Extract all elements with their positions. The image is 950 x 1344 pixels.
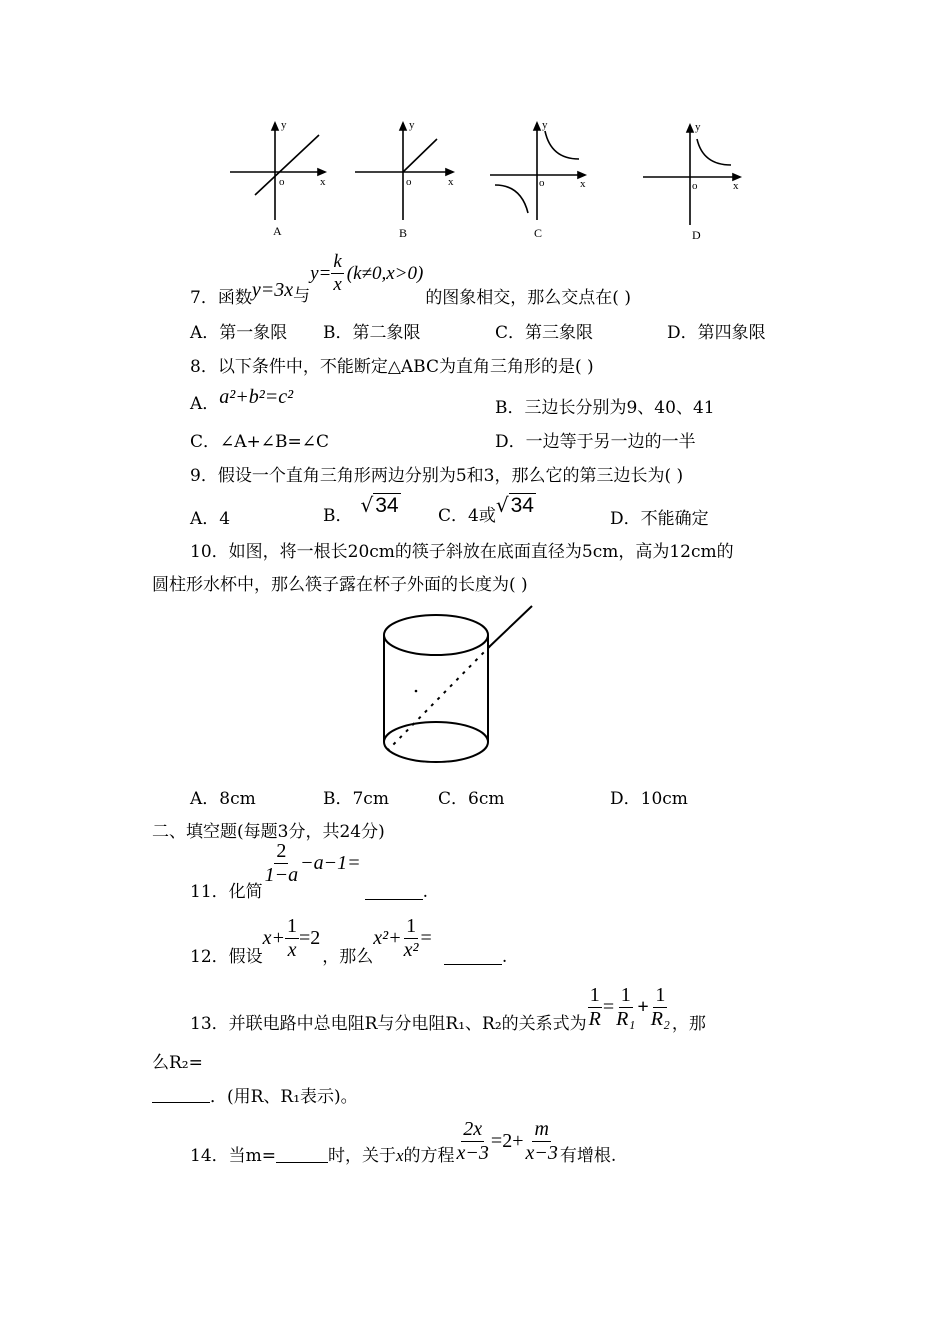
q12-condition <box>263 915 321 962</box>
q7-option-a: A．第一象限 <box>190 323 288 343</box>
q14-left-num: 2x <box>463 1118 483 1140</box>
q9-option-d: D．不能确定 <box>610 509 709 529</box>
q9-option-b-radicand: 34 <box>375 494 399 517</box>
q14-answer-blank[interactable] <box>276 1162 328 1163</box>
q7-number: 7． <box>190 288 218 308</box>
q9-option-c-radicand: 34 <box>510 494 534 517</box>
q10-option-a: A．8cm <box>190 789 256 809</box>
q7-option-c: C．第三象限 <box>495 323 594 343</box>
graph-a <box>230 123 325 220</box>
q14-label: 14．当m= <box>190 1146 276 1166</box>
graph-d-origin: o <box>692 180 698 192</box>
graph-d-y-label: y <box>695 121 701 133</box>
q12 <box>190 913 507 971</box>
q12-label: 12．假设 <box>190 947 263 967</box>
q13-num-1: 1 <box>589 984 600 1006</box>
q12-then: ，那么 <box>322 947 374 967</box>
graph-label-c: C <box>534 226 543 240</box>
graph-c-y-label: y <box>542 119 548 131</box>
q7-f2-lhs: y= <box>310 262 332 284</box>
q14-var: x <box>396 1146 404 1165</box>
q7-f2-den: x <box>333 274 342 296</box>
graph-a-origin: o <box>279 176 285 188</box>
q7-stem <box>190 251 631 308</box>
q14-right-num: m <box>534 1118 549 1140</box>
q10-option-b: B．7cm <box>323 789 389 809</box>
q13-stem: 13．并联电路中总电阻R与分电阻R₁、R₂的关系式为 <box>190 1014 587 1034</box>
chopstick-inside <box>388 646 490 750</box>
q12-cond-num: 1 <box>287 915 298 937</box>
q7-function-2 <box>310 251 423 296</box>
q7-prefix: 函数 <box>217 288 252 308</box>
graph-label-d: D <box>692 228 701 242</box>
q9-option-b-label: B． <box>323 506 353 526</box>
q13-line3 <box>152 1082 358 1107</box>
q11-rest: −a−1= <box>300 852 361 874</box>
graph-label-a: A <box>273 224 282 238</box>
cylinder-bottom-rim <box>384 722 488 762</box>
q12-end: . <box>501 947 508 967</box>
q7-option-b: B．第二象限 <box>323 323 421 343</box>
cylinder-top-rim <box>384 615 488 655</box>
q10-stem-line2: 圆柱形水杯中，那么筷子露在杯子外面的长度为( ) <box>152 575 528 595</box>
q13-eq: = <box>602 996 615 1018</box>
q12-expression <box>373 915 432 962</box>
q7-f2-condition: (k≠0,x>0) <box>346 262 424 284</box>
q9-option-c <box>438 494 536 526</box>
graph-b-x-label: x <box>448 176 454 188</box>
q13-num-3: 1 <box>655 984 666 1006</box>
section-2-title: 二、填空题(每题3分，共24分) <box>152 822 385 842</box>
q9-option-a: A．4 <box>190 509 231 529</box>
q8-option-b: B．三边长分别为9、40、41 <box>495 398 715 418</box>
q8-stem: 8．以下条件中，不能断定△ABC为直角三角形的是( ) <box>190 357 594 377</box>
q13-answer-blank[interactable] <box>152 1102 210 1103</box>
chopstick-outside <box>488 606 532 648</box>
q9-option-b <box>323 494 401 526</box>
q13-line1 <box>190 978 706 1038</box>
q9-stem: 9．假设一个直角三角形两边分别为5和3，那么它的第三边长为( ) <box>190 466 684 486</box>
graph-c-origin: o <box>539 177 545 189</box>
cylinder-chopstick-figure <box>378 602 534 770</box>
q11 <box>190 840 429 904</box>
function-graphs-figure <box>225 115 765 245</box>
q13-formula <box>587 984 672 1031</box>
graph-a-x-label: x <box>320 176 326 188</box>
q11-numerator: 2 <box>276 840 287 862</box>
q13-line2: 么R₂= <box>152 1053 203 1073</box>
graph-label-b: B <box>399 226 408 240</box>
graph-b-origin: o <box>406 176 412 188</box>
q12-expr-lhs: x²+ <box>373 927 402 949</box>
q11-expression <box>263 840 361 887</box>
q8-option-d: D．一边等于另一边的一半 <box>495 432 696 452</box>
q10-stem-line1: 10．如图，将一根长20cm的筷子斜放在底面直径为5cm，高为12cm的 <box>190 542 734 562</box>
q10-option-c: C．6cm <box>438 789 505 809</box>
q13-tail: ，那 <box>671 1014 706 1034</box>
q13-plus: + <box>637 996 649 1018</box>
q14-right-den: x−3 <box>525 1142 558 1164</box>
q7-suffix: 的图象相交，那么交点在( ) <box>425 288 631 308</box>
q12-expr-rhs: = <box>420 927 432 949</box>
graph-a-y-label: y <box>281 119 287 131</box>
q7-mid: 与 <box>293 286 311 306</box>
q8-option-a-label: A． <box>190 394 220 414</box>
q10-option-d: D．10cm <box>610 789 688 809</box>
graph-d <box>643 125 740 225</box>
graph-d-x-label: x <box>733 180 739 192</box>
q7-function-1: y=3x <box>251 279 294 301</box>
q13-num-2: 1 <box>620 984 631 1006</box>
q9-option-c-label: C．4或 <box>438 506 496 526</box>
graph-b <box>355 123 453 220</box>
q14-mid2: 的方程 <box>403 1146 455 1166</box>
q12-expr-num: 1 <box>406 915 417 937</box>
q11-end: . <box>422 882 429 902</box>
q7-option-d: D．第四象限 <box>667 323 766 343</box>
graph-c <box>490 123 585 220</box>
q14-mid: 时，关于 <box>328 1146 396 1166</box>
q9-option-b-sqrt: √34 <box>360 493 399 517</box>
q14-left-den: x−3 <box>456 1142 489 1164</box>
q12-expr-den: x² <box>403 939 419 961</box>
graph-b-y-label: y <box>409 119 415 131</box>
q8-option-a-formula: a²+b²=c² <box>219 386 294 408</box>
q14-eq: =2+ <box>490 1130 524 1152</box>
q12-cond-rhs: =2 <box>299 927 321 949</box>
q8-option-a <box>190 384 293 414</box>
q12-answer-blank[interactable] <box>444 964 502 965</box>
q12-cond-den: x <box>287 939 297 961</box>
q11-label: 11．化简 <box>190 882 263 902</box>
q13-den-r: R <box>588 1008 601 1030</box>
q11-answer-blank[interactable] <box>365 899 423 900</box>
q8-option-c: C．∠A+∠B=∠C <box>190 432 330 452</box>
q13-den-r2: R₂ <box>650 1008 670 1030</box>
graph-c-x-label: x <box>580 178 586 190</box>
q9-option-c-sqrt: √34 <box>495 493 534 517</box>
q7-f2-num: k <box>333 251 342 273</box>
q13-line3-end: ．(用R、R₁表示)。 <box>210 1087 358 1107</box>
q14 <box>190 1112 616 1168</box>
q12-cond-lhs: x+ <box>262 927 286 949</box>
q13-den-r1: R₁ <box>616 1008 636 1030</box>
q11-denominator: 1−a <box>264 864 299 886</box>
q14-equation <box>455 1118 560 1165</box>
q14-end: 有增根. <box>559 1146 617 1166</box>
